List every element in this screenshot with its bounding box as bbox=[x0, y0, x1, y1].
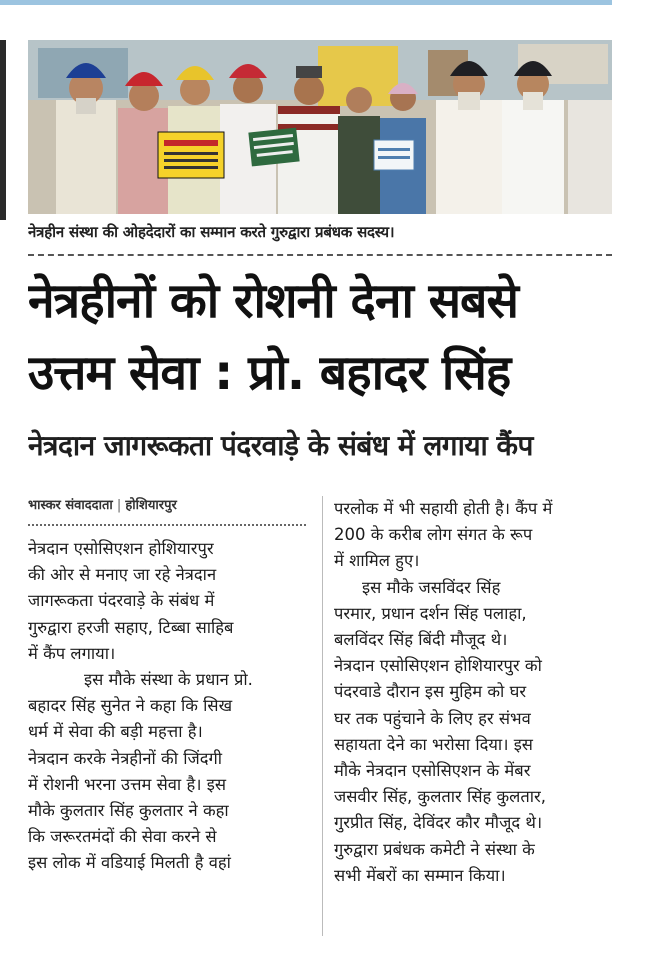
byline-location: होशियारपुर bbox=[125, 498, 177, 513]
right-line: सहायता देने का भरोसा दिया। इस bbox=[334, 734, 533, 754]
headline-line-2: उत्तम सेवा : प्रो. बहादर सिंह bbox=[28, 345, 511, 401]
photo-caption: नेत्रहीन संस्था की ओहदेदारों का सम्मान करते गुरुद्वारा प्रबंधक सदस्य। bbox=[28, 223, 395, 241]
byline-separator: | bbox=[112, 498, 126, 513]
left-line: नेत्रदान एसोसिएशन होशियारपुर bbox=[28, 539, 214, 558]
left-line: में रोशनी भरना उत्तम सेवा है। इस bbox=[28, 774, 226, 794]
right-line: परमार, प्रधान दर्शन सिंह पलाहा, bbox=[334, 603, 527, 623]
left-line: नेत्रदान करके नेत्रहीनों की जिंदगी bbox=[28, 748, 223, 768]
article-column-left bbox=[28, 496, 306, 877]
left-line: बहादर सिंह सुनेत ने कहा कि सिख bbox=[28, 696, 233, 716]
byline-reporter: भास्कर संवाददाता bbox=[28, 498, 113, 513]
subheadline: नेत्रदान जागरूकता पंदरवाड़े के संबंध में लगाया कैंप bbox=[28, 429, 533, 462]
right-line: जसवीर सिंह, कुलतार सिंह कुलतार, bbox=[334, 787, 547, 807]
caption-divider bbox=[28, 254, 612, 256]
right-line: इस मौके जसविंदर सिंह bbox=[362, 577, 501, 597]
left-line: इस मौके संस्था के प्रधान प्रो. bbox=[84, 670, 253, 690]
right-line: मौके नेत्रदान एसोसिएशन के मेंबर bbox=[334, 761, 531, 781]
right-line: नेत्रदान एसोसिएशन होशियारपुर को bbox=[334, 656, 542, 676]
byline bbox=[28, 496, 306, 526]
right-line: पंदरवाडे दौरान इस मुहिम को घर bbox=[334, 682, 527, 702]
column-divider bbox=[322, 496, 323, 936]
right-line: गुरुद्वारा प्रबंधक कमेटी ने संस्था के bbox=[334, 839, 535, 859]
right-line: 200 के करीब लोग संगत के रूप bbox=[334, 525, 533, 545]
left-line: की ओर से मनाए जा रहे नेत्रदान bbox=[28, 565, 217, 585]
group-photo bbox=[28, 40, 612, 214]
article-column-right bbox=[334, 496, 612, 889]
left-line: कि जरूरतमंदों की सेवा करने से bbox=[28, 827, 217, 847]
group-photo-drawing bbox=[28, 40, 612, 214]
headline-line-1: नेत्रहीनों को रोशनी देना सबसे bbox=[28, 273, 518, 329]
left-line: में कैंप लगाया। bbox=[28, 643, 116, 663]
adjacent-article-crop bbox=[0, 40, 6, 220]
right-line: गुरप्रीत सिंह, देविंदर कौर मौजूद थे। bbox=[334, 813, 543, 833]
left-line: जागरूकता पंदरवाड़े के संबंध में bbox=[28, 591, 215, 611]
left-line: मौके कुलतार सिंह कुलतार ने कहा bbox=[28, 801, 229, 821]
right-line: में शामिल हुए। bbox=[334, 551, 420, 571]
right-line: सभी मेंबरों का सम्मान किया। bbox=[334, 865, 506, 885]
left-line: गुरुद्वारा हरजी सहाए, टिब्बा साहिब bbox=[28, 617, 234, 637]
left-line: इस लोक में वडियाई मिलती है वहां bbox=[28, 853, 231, 873]
right-line: घर तक पहुंचाने के लिए हर संभव bbox=[334, 708, 531, 728]
top-color-rule bbox=[0, 0, 612, 5]
right-line: बलविंदर सिंह बिंदी मौजूद थे। bbox=[334, 630, 508, 650]
left-line: धर्म में सेवा की बड़ी महत्ता है। bbox=[28, 722, 203, 742]
right-line: परलोक में भी सहायी होती है। कैंप में bbox=[334, 499, 553, 518]
